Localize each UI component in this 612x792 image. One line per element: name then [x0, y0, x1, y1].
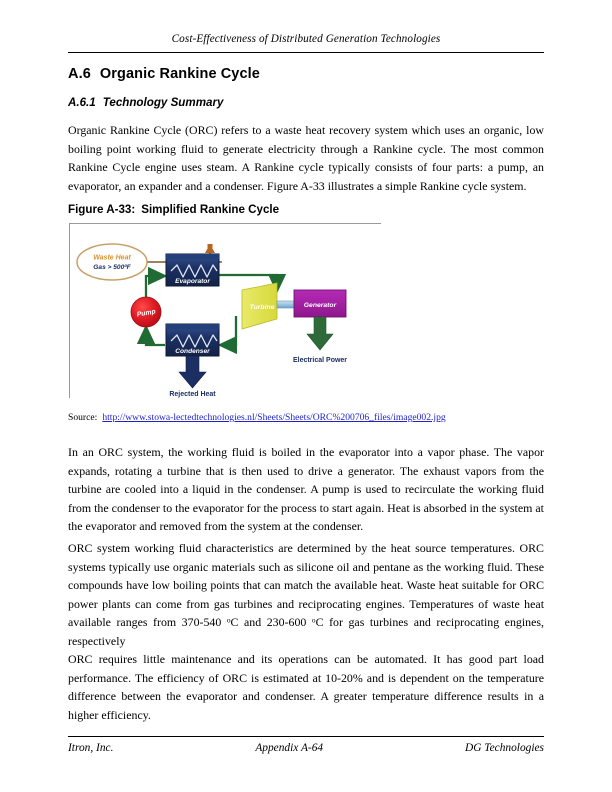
section-number: A.6: [68, 66, 91, 82]
pump-block: [131, 297, 161, 327]
electrical-power-label: Electrical Power: [292, 357, 348, 364]
pump-label: Pump: [136, 308, 157, 319]
page-title: [68, 66, 260, 82]
footer-right: DG Technologies: [465, 742, 544, 754]
paragraph-intro: Organic Rankine Cycle (ORC) refers to a waste heat recovery system which uses an organic, low boiling point working fluid to generate electricity through a Rankine cycle. The most common Rankine Cycle engine uses steam. A Rankine cycle typically consists of four parts: a pump, an evaporator, an expander and a condenser. Figure A-33 illustrates a simple Rankine cycle system.: [68, 123, 544, 193]
paragraph-maintenance: ORC requires little maintenance and its operations can be automated. It has good part load performance. The efficiency of ORC is estimated at 10-20% and is dependent on the temperature difference between the evaporator and condenser. A greater temperature difference results in a higher efficiency.: [68, 652, 544, 722]
waste-heat-label-line1: Waste Heat: [93, 254, 131, 262]
condenser-block: [166, 324, 219, 356]
rejected-heat-label: Rejected Heat: [169, 391, 216, 398]
page-footer: [68, 742, 544, 754]
figure-number: Figure A-33:: [68, 203, 136, 216]
subsection-heading: [68, 96, 223, 109]
degree-symbol-1: o: [226, 616, 231, 626]
subsection-title: Technology Summary: [102, 96, 224, 109]
generator-block: [294, 290, 346, 317]
generator-label: Generator: [303, 302, 337, 309]
footer-left: Itron, Inc.: [68, 742, 114, 754]
fluid-text-c: C for gas turbines and reciprocating engines, respectively: [68, 615, 544, 648]
rankine-cycle-diagram: [70, 224, 382, 399]
source-link[interactable]: http://www.stowa-lectedtechnologies.nl/Sheets/Sheets/ORC%200706_files/image002.jpg: [102, 412, 446, 423]
running-head: Cost-Effectiveness of Distributed Generation Technologies: [171, 33, 441, 45]
section-title: Organic Rankine Cycle: [99, 66, 260, 82]
condenser-label: Condenser: [175, 348, 210, 355]
footer-rule: [68, 736, 544, 737]
waste-heat-ellipse: [77, 244, 147, 280]
source-label: Source:: [68, 412, 98, 423]
waste-heat-label-line2: Gas > 500ºF: [93, 264, 131, 271]
figure-caption: [68, 203, 279, 216]
figure-frame: [69, 223, 381, 398]
paragraph-orc-system: In an ORC system, the working fluid is boiled in the evaporator into a vapor phase. The vapor expands, rotating a turbine that is then used to drive a generator. The exhaust vapors from the turbine are cooled into a liquid in the condenser. A pump is used to recirculate the working fluid from the condenser to the evaporator for the process to start again. Heat is absorbed in the system at the evaporator and removed from the system at the condenser.: [68, 445, 544, 534]
turbine-shaft: [277, 301, 294, 308]
degree-symbol-2: o: [311, 616, 316, 626]
evaporator-block: [166, 254, 219, 286]
paragraph-working-fluid: [68, 539, 544, 651]
turbine-label: Turbine: [249, 304, 275, 311]
figure-title: Simplified Rankine Cycle: [141, 203, 280, 216]
subsection-number: A.6.1: [68, 96, 96, 109]
evaporator-label: Evaporator: [175, 278, 210, 285]
fluid-text-b: C and 230-600: [230, 615, 312, 630]
fluid-text-a: ORC system working fluid characteristics are determined by the heat source temperatures. ORC systems typically use organic materials such as silicone oil and pentane as the working fluid. These compounds have low boiling points that can match the available heat. Waste heat suitable for ORC power plants can come from gas turbines and reciprocating engines. Temperatures of waste heat available ranges from 370-540: [68, 541, 544, 630]
footer-center: Appendix A-64: [255, 742, 324, 754]
figure-source: [68, 412, 446, 423]
running-head-rule: [68, 52, 544, 53]
